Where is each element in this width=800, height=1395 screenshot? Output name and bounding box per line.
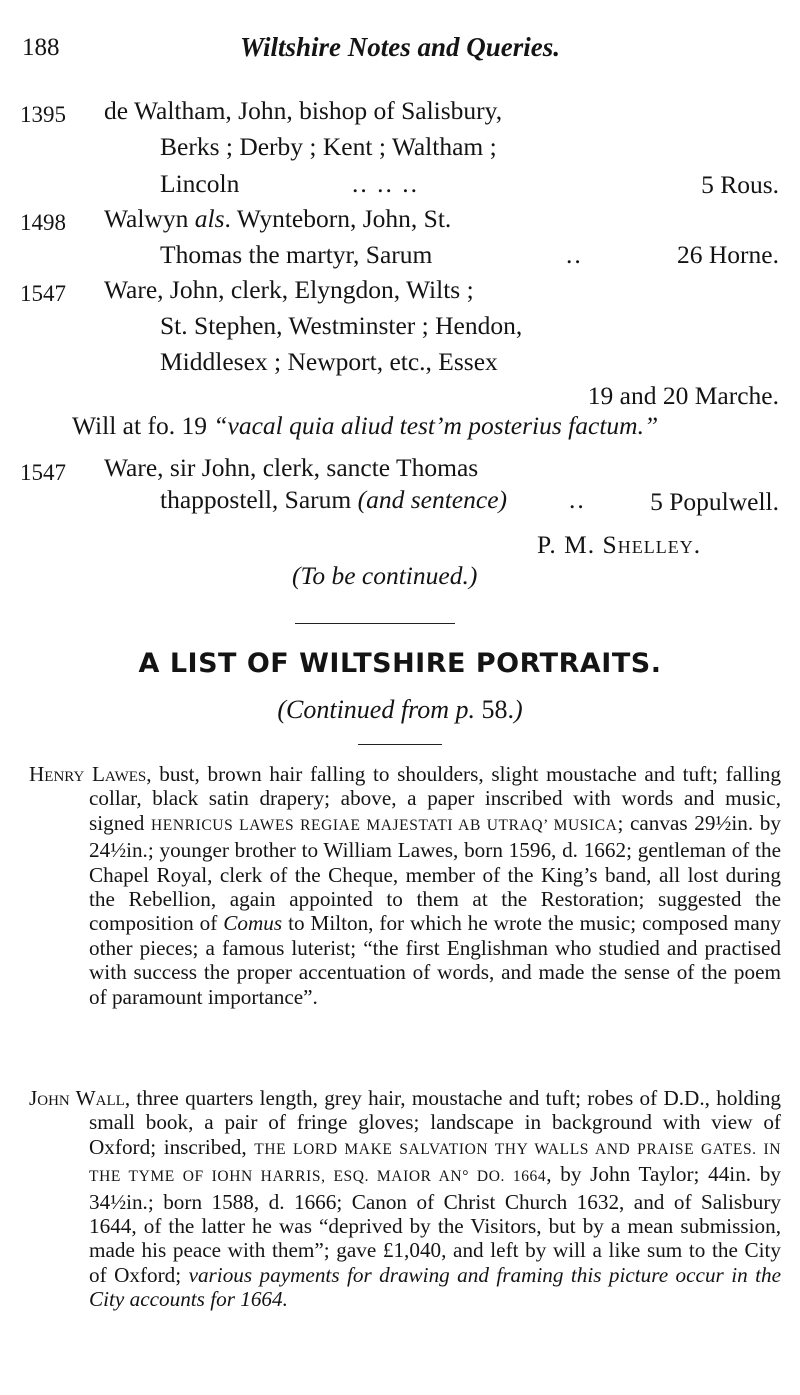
- author-signature: P. M. Shelley.: [537, 530, 702, 559]
- entry-year: 1498: [20, 210, 66, 235]
- will-note-prefix: Will at fo. 19: [72, 411, 214, 440]
- entry-line: Berks ; Derby ; Kent ; Waltham ;: [160, 132, 497, 161]
- entry-line: Lincoln: [160, 169, 240, 198]
- section-divider: [295, 623, 455, 624]
- will-note-quote: “vacal quia aliud test’m posterius factum.”: [213, 411, 659, 440]
- will-note: [72, 411, 658, 441]
- continued-note: (To be continued.): [292, 561, 478, 590]
- portrait-entry-john-wall: John Wall, three quarters length, grey hair, moustache and tuft; robes of D.D., holding small book, a pair of fringe gloves; landscape in background with view of Oxford; inscribed, THE LORD MAKE SALVATION THY WALLS AND PRAISE GATES. IN THE TYME OF IOHN HARRIS, ESQ. MAIOR AN° DO. 1664, by John Taylor; 44in. by 34½in.; born 1588, d. 1666; Canon of Christ Church 1632, and of Salisbury 1644, of the latter he was “deprived by the Visitors, but by a mean submission, made his peace with them”; gave £1,040, and left by will a like sum to the City of Oxford; various payments for drawing and framing this picture occur in the City accounts for 1664.: [29, 1086, 782, 1312]
- entry-reference: 5 Populwell.: [650, 487, 779, 516]
- section-title: A LIST OF WILTSHIRE PORTRAITS.: [138, 648, 662, 679]
- entry-line: Ware, John, clerk, Elyngdon, Wilts ;: [104, 275, 474, 304]
- entry-year: 1547: [20, 460, 66, 485]
- section-subtitle: (Continued from p. 58.): [277, 695, 523, 724]
- entry-line: Thomas the martyr, Sarum: [160, 240, 433, 269]
- entry-line: [160, 485, 507, 515]
- portrait-entry-henry-lawes: Henry Lawes, bust, brown hair falling to shoulders, slight moustache and tuft; falling collar, black satin drapery; above, a paper inscribed with words and music, signed HENRICUS LAWES REGIAE MAJESTATI AB UTRAQ’ MUSICA; canvas 29½in. by 24½in.; younger brother to William Lawes, born 1596, d. 1662; gentleman of the Chapel Royal, clerk of the Cheque, member of the King’s band, all lost during the Rebellion, again appointed to them at the Restoration; suggested the composition of Comus to Milton, for which he wrote the music; composed many other pieces; a famous luterist; “the first Englishman who studied and practised with success the proper accentuation of words, and made the sense of the poem of paramount importance”.: [29, 762, 781, 1009]
- subtitle-page: 58.: [474, 695, 514, 724]
- entry-line: Walwyn als. Wynteborn, John, St.: [104, 204, 452, 233]
- entry-reference: 5 Rous.: [701, 170, 779, 199]
- entry-line-text: thappostell, Sarum: [160, 485, 358, 514]
- entry-line: de Waltham, John, bishop of Salisbury,: [104, 96, 503, 125]
- leader-dots: ..: [566, 240, 583, 269]
- running-title: Wiltshire Notes and Queries.: [239, 32, 561, 62]
- leader-dots: ..: [569, 485, 586, 514]
- entry-reference: 26 Horne.: [677, 240, 779, 269]
- leader-dots: .. .. ..: [352, 169, 419, 198]
- entry-line: Middlesex ; Newport, etc., Essex: [160, 347, 498, 376]
- entry-reference: 19 and 20 Marche.: [587, 381, 779, 410]
- page-number: 188: [22, 34, 60, 61]
- subtitle-rule: [358, 744, 442, 745]
- entry-line: Ware, sir John, clerk, sancte Thomas: [104, 453, 479, 482]
- entry-year: 1395: [20, 102, 66, 127]
- entry-line: St. Stephen, Westminster ; Hendon,: [160, 311, 523, 340]
- entry-line-italic: (and sentence): [357, 485, 507, 514]
- entry-year: 1547: [20, 281, 66, 306]
